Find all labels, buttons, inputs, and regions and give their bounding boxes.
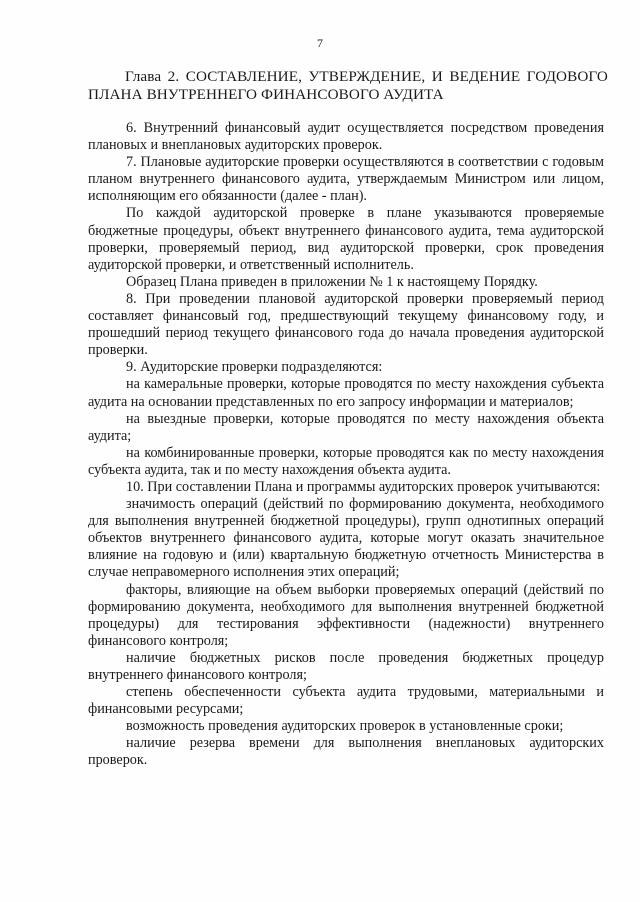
body-text bbox=[88, 120, 604, 770]
paragraph: наличие резерва времени для выполнения внеплановых аудиторских проверок. bbox=[88, 735, 604, 769]
paragraph: Образец Плана приведен в приложении № 1 к настоящему Порядку. bbox=[126, 273, 538, 290]
chapter-heading: Глава 2. СОСТАВЛЕНИЕ, УТВЕРЖДЕНИЕ, И ВЕДЕНИЕ ГОДОВОГО ПЛАНА ВНУТРЕННЕГО ФИНАНСОВОГО АУДИТА bbox=[88, 68, 608, 103]
paragraph: степень обеспеченности субъекта аудита трудовыми, материальными и финансовыми ресурсами; bbox=[88, 684, 604, 718]
paragraph: 9. Аудиторские проверки подразделяются: bbox=[126, 359, 383, 376]
paragraph: на комбинированные проверки, которые проводятся как по месту нахождения субъекта аудита, так и по месту нахождения объекта аудита. bbox=[88, 444, 604, 478]
paragraph: на камеральные проверки, которые проводятся по месту нахождения субъекта аудита на основании представленных по его запросу информации и материалов; bbox=[88, 376, 604, 410]
paragraph: 6. Внутренний финансовый аудит осуществляется посредством проведения плановых и внеплановых аудиторских проверок. bbox=[88, 120, 604, 154]
paragraph: наличие бюджетных рисков после проведения бюджетных процедур внутреннего финансового контроля; bbox=[88, 649, 604, 683]
paragraph: 8. При проведении плановой аудиторской проверки проверяемый период составляет финансовый год, предшествующий текущему финансовому году, и прошедший период текущего финансового года до начала проведения аудиторской проверки. bbox=[88, 290, 604, 359]
paragraph: 10. При составлении Плана и программы аудиторских проверок учитываются: bbox=[126, 478, 601, 495]
paragraph: 7. Плановые аудиторские проверки осуществляются в соответствии с годовым планом внутреннего финансового аудита, утверждаемым Министром или лицом, исполняющим его обязанности (далее - план). bbox=[88, 154, 604, 205]
page-number: 7 bbox=[317, 36, 323, 50]
paragraph: возможность проведения аудиторских проверок в установленные сроки; bbox=[126, 718, 564, 735]
paragraph: на выездные проверки, которые проводятся по месту нахождения объекта аудита; bbox=[88, 410, 604, 444]
paragraph: По каждой аудиторской проверке в плане указываются проверяемые бюджетные процедуры, объект внутреннего финансового аудита, тема аудиторской проверки, проверяемый период, вид аудиторской проверки, срок проведения аудиторской проверки, и ответственный исполнитель. bbox=[88, 205, 604, 273]
paragraph: факторы, влияющие на объем выборки проверяемых операций (действий по формированию документа, необходимого для выполнения внутренней бюджетной процедуры) для тестирования эффективности (надежности) внутреннего финансового контроля; bbox=[88, 581, 604, 649]
paragraph: значимость операций (действий по формированию документа, необходимого для выполнения внутренней бюджетной процедуры), групп однотипных операций объектов внутреннего финансового аудита, которые могут оказать значительное влияние на годовую и (или) квартальную бюджетную отчетность Министерства в случае неправомерного исполнения этих операций; bbox=[88, 496, 604, 581]
